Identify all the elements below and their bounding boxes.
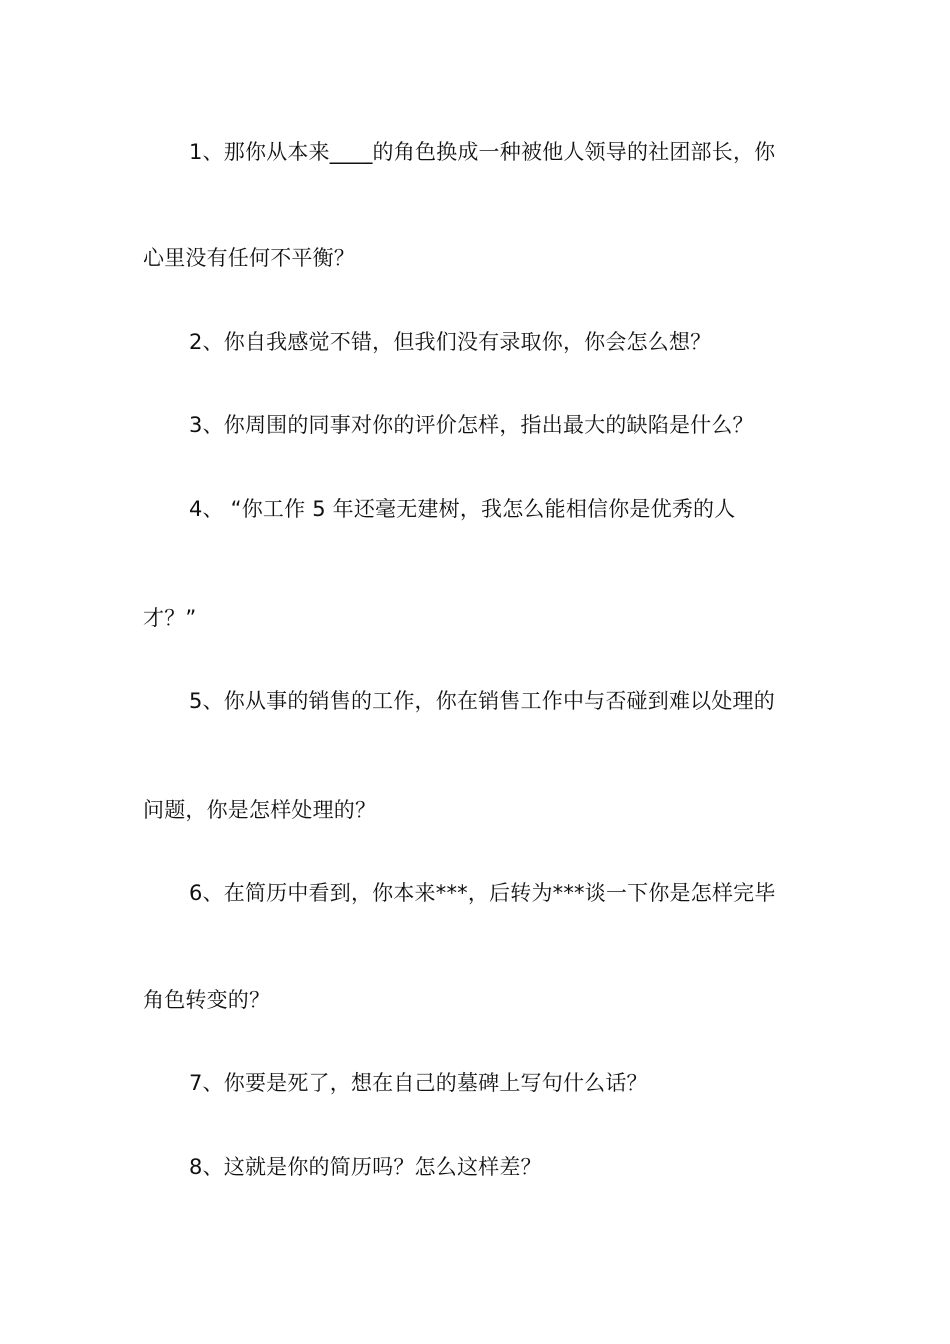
question-3: 3、你周围的同事对你的评价怎样，指出最大的缺陷是什么？ xyxy=(189,413,754,437)
question-1-line-1: 1、那你从本来____的角色换成一种被他人领导的社团部长，你 xyxy=(189,140,776,164)
question-6-line-2: 角色转变的？ xyxy=(143,988,271,1012)
question-5-line-1: 5、你从事的销售的工作，你在销售工作中与否碰到难以处理的 xyxy=(189,689,775,713)
question-6-line-1: 6、在简历中看到，你本来***，后转为***谈一下你是怎样完毕 xyxy=(189,881,776,905)
question-4-line-1: 4、 “你工作 5 年还毫无建树，我怎么能相信你是优秀的人 xyxy=(189,497,736,521)
question-1-line-2: 心里没有任何不平衡？ xyxy=(143,246,355,270)
question-4-line-2: 才？” xyxy=(143,606,197,630)
question-2: 2、你自我感觉不错，但我们没有录取你，你会怎么想？ xyxy=(189,330,712,354)
question-7: 7、你要是死了，想在自己的墓碑上写句什么话？ xyxy=(189,1071,648,1095)
question-5-line-2: 问题，你是怎样处理的？ xyxy=(143,798,377,822)
question-8: 8、这就是你的简历吗？怎么这样差？ xyxy=(189,1155,542,1179)
